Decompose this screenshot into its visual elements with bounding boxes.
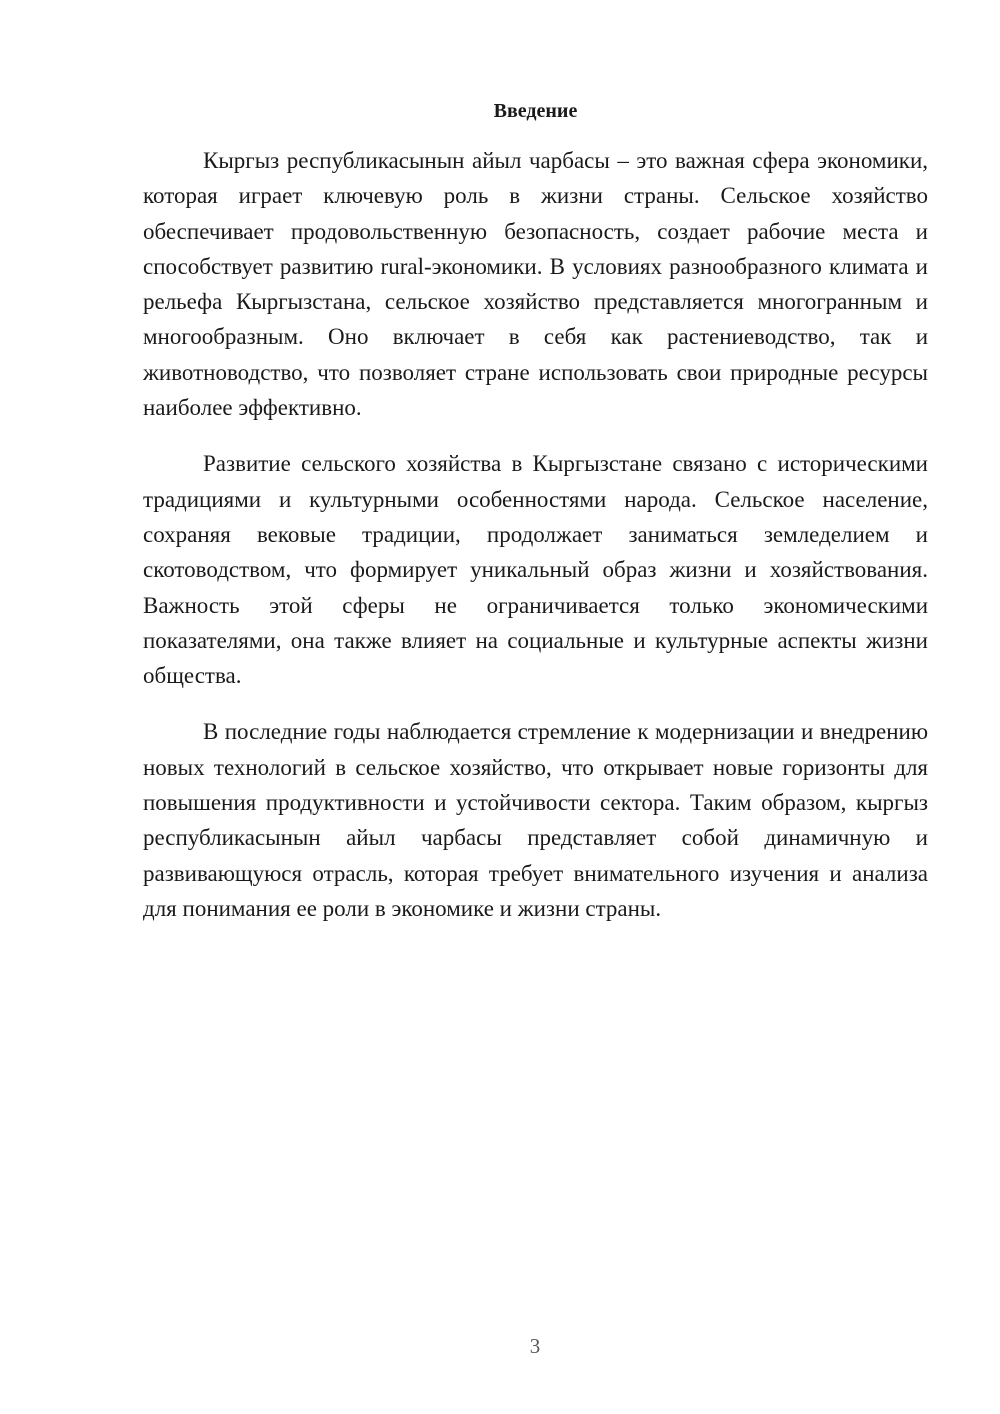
page-title: Введение (493, 100, 578, 122)
page-number: 3 (529, 1334, 541, 1358)
paragraph-3: В последние годы наблюдается стремление к модернизации и внедрению новых технологий в сельское хозяйство, что открывает новые горизонты для повышения продуктивности и устойчивости сектора. Таким образом, кыргыз республикасынын айыл чарбасы представляет собой динамичную и развивающуюся отрасль, которая требует внимательного изучения и анализа для понимания ее роли в экономике и жизни страны. (143, 719, 928, 921)
paragraph-2: Развитие сельского хозяйства в Кыргызстане связано с историческими традициями и культурными особенностями народа. Сельское население, сохраняя вековые традиции, продолжает заниматься земледелием и скотоводством, что формирует уникальный образ жизни и хозяйствования. Важность этой сферы не ограничивается только экономическими показателями, она также влияет на социальные и культурные аспекты жизни общества. (143, 451, 928, 689)
document-body (143, 143, 928, 947)
paragraph-1: Кыргыз республикасынын айыл чарбасы – это важная сфера экономики, которая играет ключевую роль в жизни страны. Сельское хозяйство обеспечивает продовольственную безопасность, создает рабочие места и способствует развитию rural-экономики. В условиях разнообразного климата и рельефа Кыргызстана, сельское хозяйство представляется многогранным и многообразным. Оно включает в себя как растениеводство, так и животноводство, что позволяет стране использовать свои природные ресурсы наиболее эффективно. (143, 148, 928, 421)
